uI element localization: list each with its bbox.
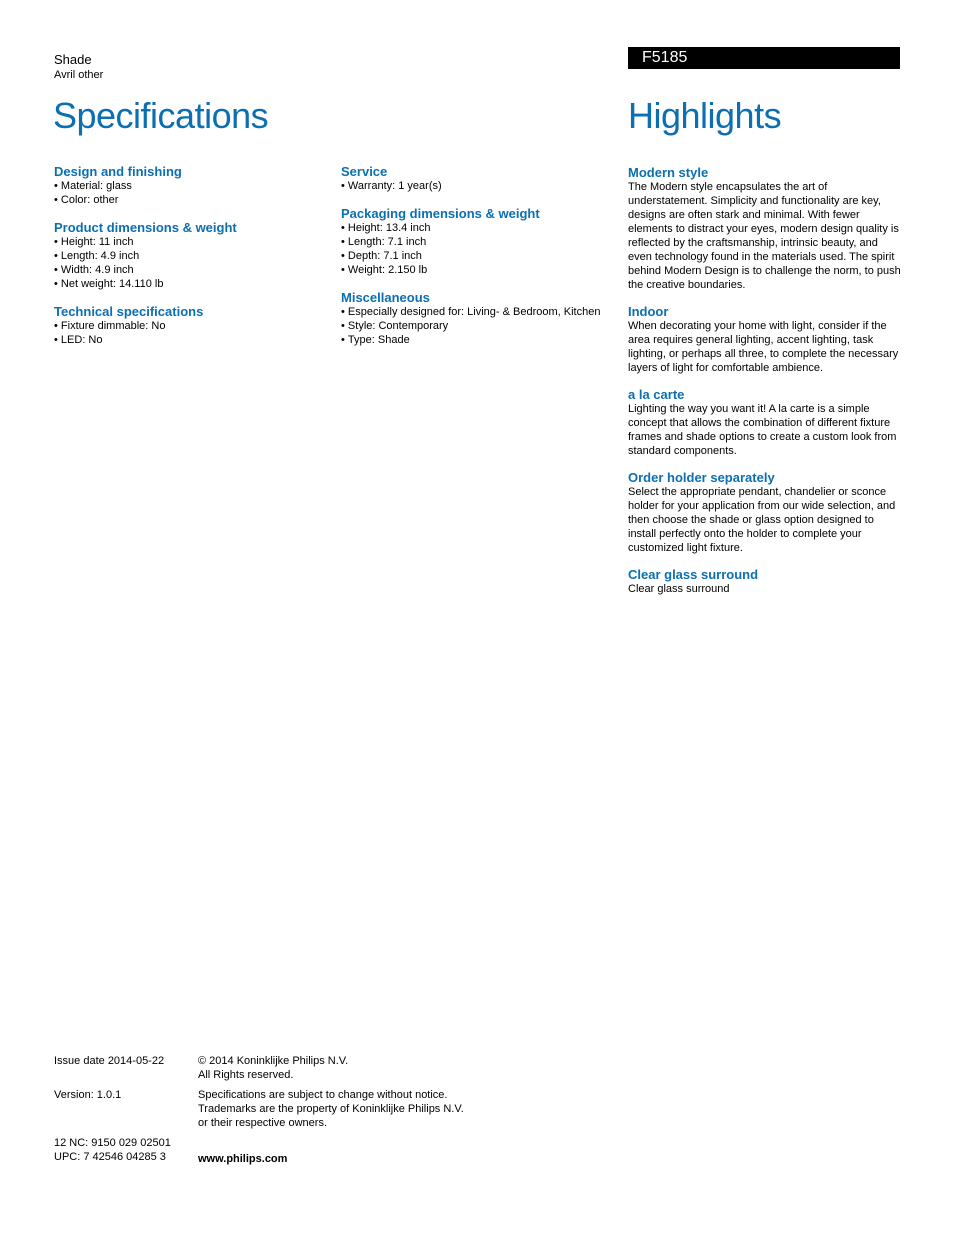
spec-item: • Material: glass [54, 179, 324, 193]
highlight-order-holder [628, 470, 902, 555]
spec-section-title: Design and finishing [54, 164, 182, 179]
spec-item: • LED: No [54, 333, 324, 347]
rights: All Rights reserved. [198, 1069, 294, 1081]
website-link[interactable]: www.philips.com [198, 1153, 288, 1165]
spec-section-product-dimensions [54, 220, 324, 291]
highlight-title: Modern style [628, 165, 709, 180]
spec-item: • Height: 11 inch [54, 235, 324, 249]
product-name: Shade [54, 52, 92, 67]
spec-section-title: Technical specifications [54, 304, 204, 319]
spec-item: • Style: Contemporary [341, 319, 621, 333]
spec-section-miscellaneous [341, 290, 621, 347]
spec-section-technical [54, 304, 324, 347]
highlight-text: Clear glass surround [628, 583, 730, 595]
spec-item: • Length: 7.1 inch [341, 235, 621, 249]
spec-item: • Net weight: 14.110 lb [54, 277, 324, 291]
highlight-title: Indoor [628, 304, 669, 319]
spec-section-title: Service [341, 164, 388, 179]
spec-item: • Especially designed for: Living- & Bedroom, Kitchen [341, 305, 621, 319]
spec-item: • Depth: 7.1 inch [341, 249, 621, 263]
spec-item: • Fixture dimmable: No [54, 319, 324, 333]
spec-section-title: Product dimensions & weight [54, 220, 237, 235]
disclaimer-line: or their respective owners. [198, 1117, 327, 1129]
nc-number: 12 NC: 9150 029 02501 [54, 1137, 171, 1149]
model-number-bar: F5185 [628, 47, 900, 69]
spec-item: • Type: Shade [341, 333, 621, 347]
highlight-indoor [628, 304, 902, 375]
spec-section-title: Packaging dimensions & weight [341, 206, 540, 221]
spec-column-1 [54, 164, 324, 360]
highlight-a-la-carte [628, 387, 902, 458]
footer-legal [198, 1054, 498, 1166]
spec-item: • Width: 4.9 inch [54, 263, 324, 277]
highlight-title: a la carte [628, 387, 685, 402]
issue-date: Issue date 2014-05-22 [54, 1055, 165, 1067]
highlight-text: When decorating your home with light, consider if the area requires general lighting, accent lighting, task lighting, or perhaps all three, to complete the necessary layers of light for comfortable ambience. [628, 320, 899, 374]
highlights-column [628, 165, 902, 608]
spec-item: • Warranty: 1 year(s) [341, 179, 621, 193]
disclaimer-line: Specifications are subject to change without notice. [198, 1089, 448, 1101]
footer-meta [54, 1054, 194, 1164]
highlights-title: Highlights [628, 95, 782, 136]
specifications-title: Specifications [53, 95, 269, 136]
spec-column-2 [341, 164, 621, 360]
spec-item: • Color: other [54, 193, 324, 207]
spec-item: • Weight: 2.150 lb [341, 263, 621, 277]
spec-section-design [54, 164, 324, 207]
spec-section-title: Miscellaneous [341, 290, 430, 305]
highlight-text: The Modern style encapsulates the art of understatement. Simplicity and functionality are key, designs are often stark and minimal. With fewer elements to distract your eyes, modern design quality is reflected by the craftsmanship, intrinsic beauty, and even technology found in the materials used. The spirit behind Modern Design is to challenge the norm, to push the creative boundaries. [628, 181, 901, 291]
spec-item: • Length: 4.9 inch [54, 249, 324, 263]
highlight-title: Clear glass surround [628, 567, 759, 582]
highlight-text: Select the appropriate pendant, chandelier or sconce holder for your application from our wide selection, and then choose the shade or glass option designed to install perfectly onto the holder to complete your customized light fixture. [628, 486, 896, 554]
highlight-clear-glass [628, 567, 902, 596]
disclaimer-line: Trademarks are the property of Koninklijke Philips N.V. [198, 1103, 464, 1115]
upc-number: UPC: 7 42546 04285 3 [54, 1151, 166, 1163]
copyright: © 2014 Koninklijke Philips N.V. [198, 1055, 349, 1067]
highlight-text: Lighting the way you want it! A la carte is a simple concept that allows the combination of different fixture frames and shade options to create a custom look from standard components. [628, 403, 897, 457]
spec-section-service [341, 164, 621, 193]
highlight-modern-style [628, 165, 902, 292]
version: Version: 1.0.1 [54, 1089, 122, 1101]
product-subtitle: Avril other [54, 69, 104, 81]
spec-item: • Height: 13.4 inch [341, 221, 621, 235]
highlight-title: Order holder separately [628, 470, 775, 485]
spec-section-packaging [341, 206, 621, 277]
